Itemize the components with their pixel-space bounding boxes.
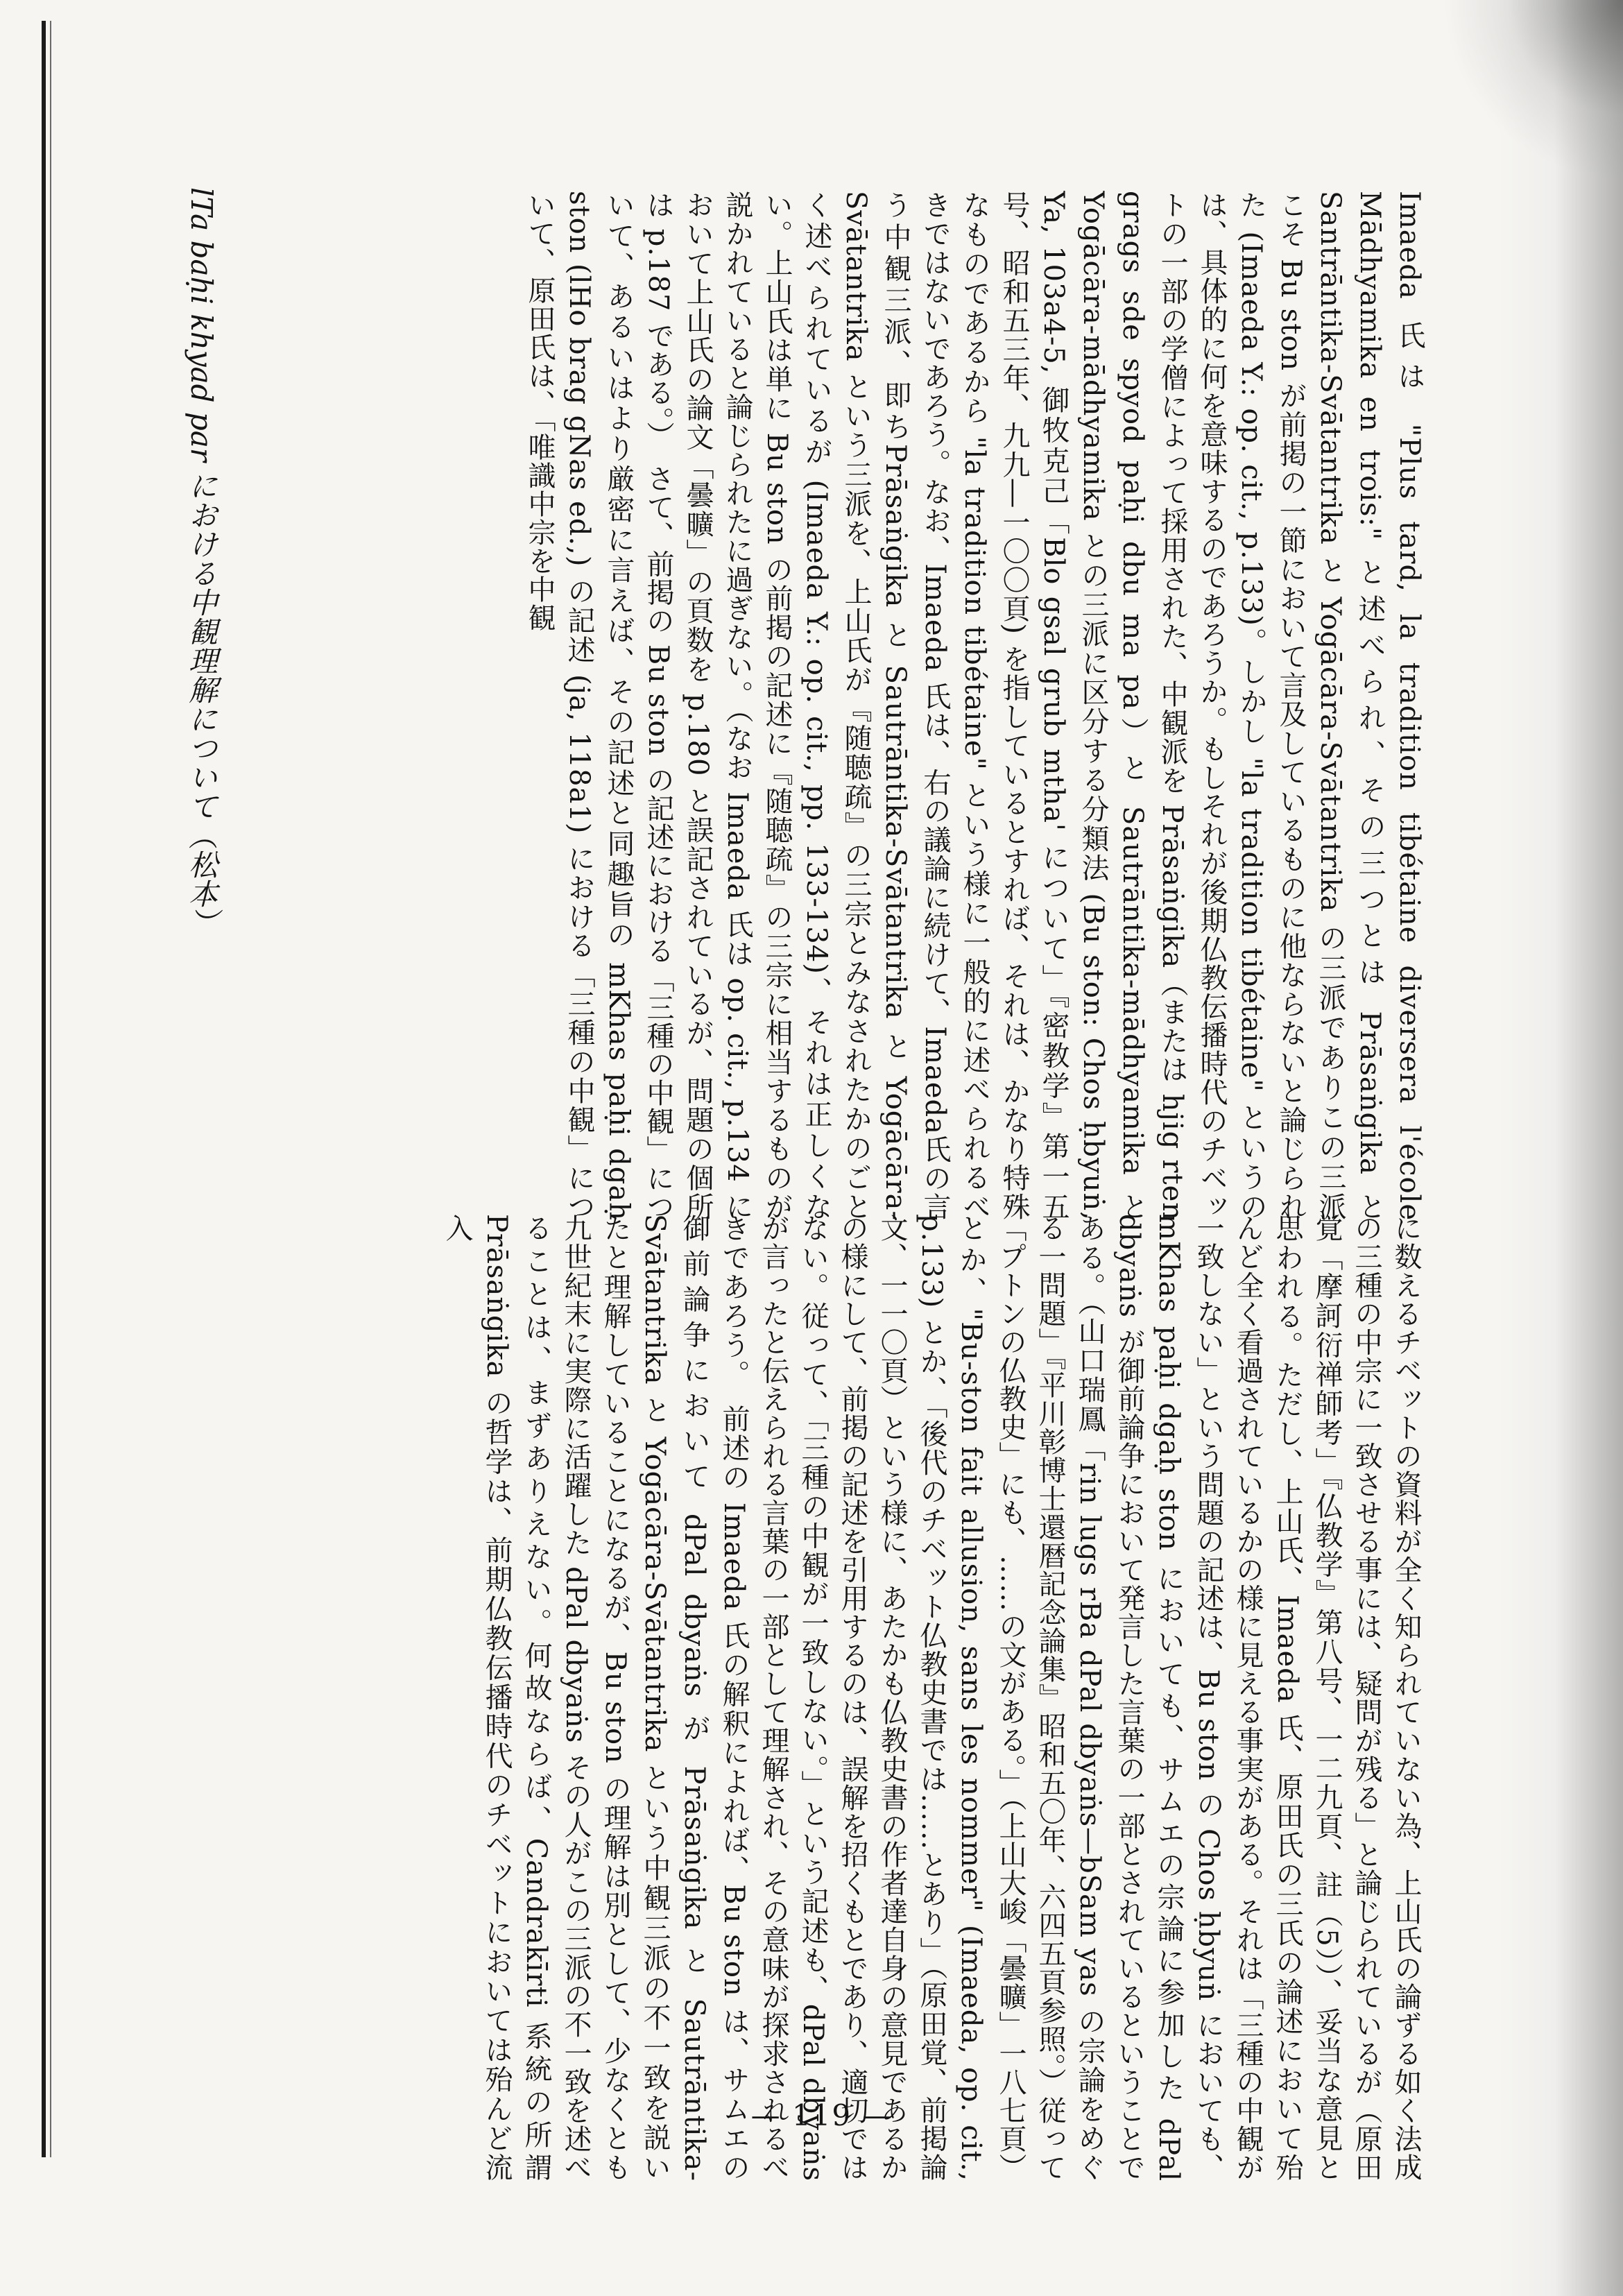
text-column-bottom (236, 1214, 1425, 2182)
body-text-bottom: に数えるチベットの資料が全く知られていない為、上山氏の論ずる如く法成の三種の中宗に一致させる事には、疑問が残る」と論じられているが（原田覚「摩訶衍禅師考」『仏教学』第八号、一二九頁、註（5））、妥当な意見と思われる。ただし、上山氏、Imaeda 氏、原田氏の三氏の論述において殆んど全く看過されているかの様に見える事実がある。それは「三種の中観が一致しない」という問題の記述は、Bu ston の Chos ḥbyuṅ においても、mKhas paḥi dgaḥ ston においても、サムエの宗論に参加した dPal dbyaṅs が御前論争において発言した言葉の一部とされているということである。（山口瑞鳳「rin lugs rBa dPal dbyaṅs—bSam yas の宗論をめぐる一問題」『平川彰博士還暦記念論集』昭和五〇年、六四五頁参照。）従って「プトンの仏教史」にも、……の文がある。」（上山大峻「曇曠」一八七頁）とか、"Bu-ston fait allusion, sans les nommer" (Imaeda, op. cit., p.133) とか、「後代のチベット仏教史書では……とあり」（原田覚、前掲論文、一一〇頁）という様に、あたかも仏教史書の作者達自身の意見であるかの様にして、前掲の記述を引用するのは、誤解を招くもとであり、適切ではない。従って、「三種の中観が一致しない。」という記述も、dPal dbyaṅs が言ったと伝えられる言葉の一部として理解され、その意味が探求されるべきであろう。 前述の Imaeda 氏の解釈によれば、Bu ston は、サムエの御前論争において dPal dbyaṅs が Prāsaṅgika と Sautrāntika-Svātantrika と Yogācāra-Svātantrika という中観三派の不一致を説いたと理解していることになるが、Bu ston の理解は別として、少なくとも九世紀末に実際に活躍した dPal dbyaṅs その人がこの三派の不一致を述べることは、まずありえない。何故ならば、Candrakīrti 系統の所謂 Prāsaṅgika の哲学は、前期仏教伝播時代のチベットにおいては殆んど流入 (441, 1214, 1422, 2182)
binding-line-thin (50, 21, 51, 2157)
page-corner-shadow (1443, 0, 1623, 180)
body-text-top: Imaeda 氏は "Plus tard, la tradition tibétaine diversera l'école Mādhyamika en trois:" と述べられ、その三つとは Prāsaṅgika と Santrāntika-Svātantrika と Yogācāra-Svātantrika の三派でありこの三派こそ Bu ston が前掲の一節において言及しているものに他ならないと論じられた (Imaeda Y.: op. cit., p.133)。しかし "la tradition tibétaine" というのは、具体的に何を意味するのであろうか。もしそれが後期仏教伝播時代のチベットの一部の学僧によって採用された、中観派を Prāsaṅgika（または hjig rten grags sde spyod paḥi dbu ma pa）と Sautrāntika-mādhyamika と Yogācāra-mādhyamika との三派に区分する分類法 (Bu ston: Chos ḥbyuṅ, Ya, 103a4-5, 御牧克己「Blo gsal grub mtha' について」『密教学』第一五号、昭和五三年、九九―一〇〇頁) を指しているとすれば、それは、かなり特殊なものであるから "la tradition tibétaine" という様に一般的に述べられるべきではないであろう。なお、Imaeda 氏は、右の議論に続けて、Imaeda氏の言う中観三派、即ちPrāsaṅgika と Sautrāntika-Svātantrika と Yogācāra-Svātantrika という三派を、上山氏が『随聴疏』の三宗とみなされたかのごとく述べられているが (Imaeda Y.: op. cit., pp. 133-134)、それは正しくない。上山氏は単に Bu ston の前掲の記述に『随聴疏』の三宗に相当するものが説かれていると論じられたに過ぎない。（なお Imaeda 氏は op. cit., p.134 において上山氏の論文「曇曠」の頁数を p.180 と誤記されているが、問題の個所は p.187 である。） さて、前掲の Bu ston の記述における「三種の中観」について、あるいはより厳密に言えば、その記述と同趣旨の mKhas paḥi dgaḥ ston (lHo brag gNas ed.,) の記述 (ja, 118a1) における「三種の中観」について、原田氏は、「唯識中宗を中観 (524, 191, 1425, 1221)
page-number: — 119 — (750, 2098, 893, 2132)
running-header: lTa baḥi khyad par における中観理解について（松本） (184, 187, 218, 938)
text-column-top (229, 191, 1429, 1221)
page-edge-shadow (1498, 0, 1623, 2296)
binding-line (42, 21, 46, 2157)
